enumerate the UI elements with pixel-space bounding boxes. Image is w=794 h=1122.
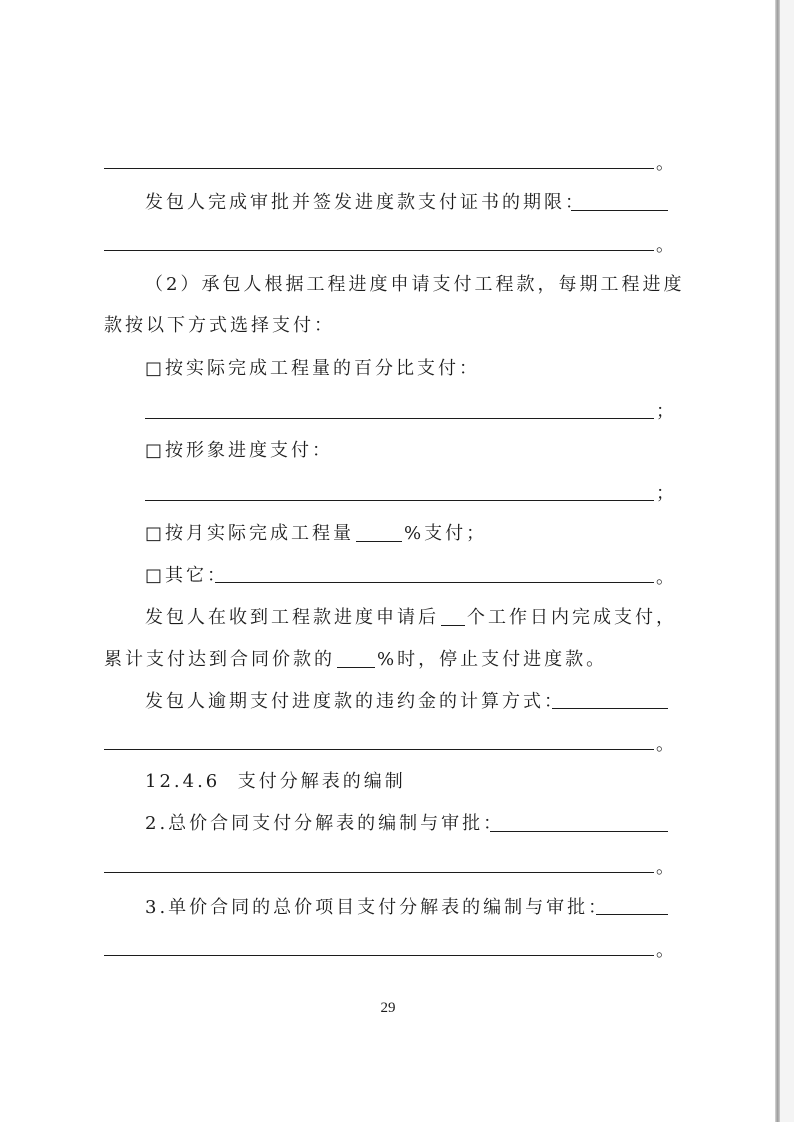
fill-blank-line xyxy=(145,418,654,419)
fill-blank-line xyxy=(552,708,668,709)
period-mark: 。 xyxy=(656,235,674,256)
option-monthly xyxy=(145,522,487,546)
fill-blank-line xyxy=(490,831,668,832)
period-mark: 。 xyxy=(656,940,674,961)
fill-blank-line xyxy=(104,250,654,251)
period-mark: 。 xyxy=(656,153,674,174)
section-heading: 12.4.6 支付分解表的编制 xyxy=(145,771,406,792)
item-unit-price: 3.单价合同的总价项目支付分解表的编制与审批： xyxy=(145,897,610,918)
fill-blank-line xyxy=(571,210,668,211)
period-mark: 。 xyxy=(656,567,674,588)
period-mark: 。 xyxy=(656,857,674,878)
fill-blank-line xyxy=(104,872,654,873)
fill-blank-line xyxy=(215,582,654,583)
overdue-penalty: 发包人逾期支付进度款的违约金的计算方式： xyxy=(145,691,565,712)
option-image-progress: □按形象进度支付： xyxy=(145,440,334,461)
payment-method-intro-cont: 款按以下方式选择支付： xyxy=(104,315,335,336)
fill-blank-line xyxy=(104,168,654,169)
fill-blank-line xyxy=(104,749,654,750)
fill-blank-inline xyxy=(356,525,402,542)
fill-blank-line xyxy=(104,955,654,956)
item-total-price: 2.总价合同支付分解表的编制与审批： xyxy=(145,813,505,834)
option-percentage: □按实际完成工程量的百分比支付： xyxy=(145,358,481,379)
period-mark: 。 xyxy=(656,734,674,755)
option-other: □其它： xyxy=(145,565,229,586)
accumulated-pre: 累计支付达到合同价款的 xyxy=(104,649,335,670)
accumulated-post: %时，停止支付进度款。 xyxy=(377,649,608,670)
issue-period-label: 发包人完成审批并签发进度款支付证书的期限： xyxy=(145,192,586,213)
semicolon-mark: ； xyxy=(656,483,674,504)
fill-blank-inline xyxy=(441,609,465,626)
fill-blank-line xyxy=(145,500,654,501)
option-monthly-post: %支付； xyxy=(404,523,488,544)
option-monthly-pre: □按月实际完成工程量 xyxy=(145,523,355,544)
payment-deadline-pre: 发包人在收到工程款进度申请后 xyxy=(145,607,439,628)
payment-deadline-post: 个工作日内完成支付， xyxy=(467,607,677,628)
page-number: 29 xyxy=(380,1000,396,1016)
fill-blank-line xyxy=(596,914,668,915)
semicolon-mark: ； xyxy=(656,401,674,422)
payment-method-intro: （2）承包人根据工程进度申请支付工程款，每期工程进度 xyxy=(145,274,685,295)
page-edge-margin xyxy=(780,0,794,1122)
payment-deadline xyxy=(145,606,677,630)
accumulated-payment xyxy=(104,648,607,672)
fill-blank-inline xyxy=(337,651,375,668)
